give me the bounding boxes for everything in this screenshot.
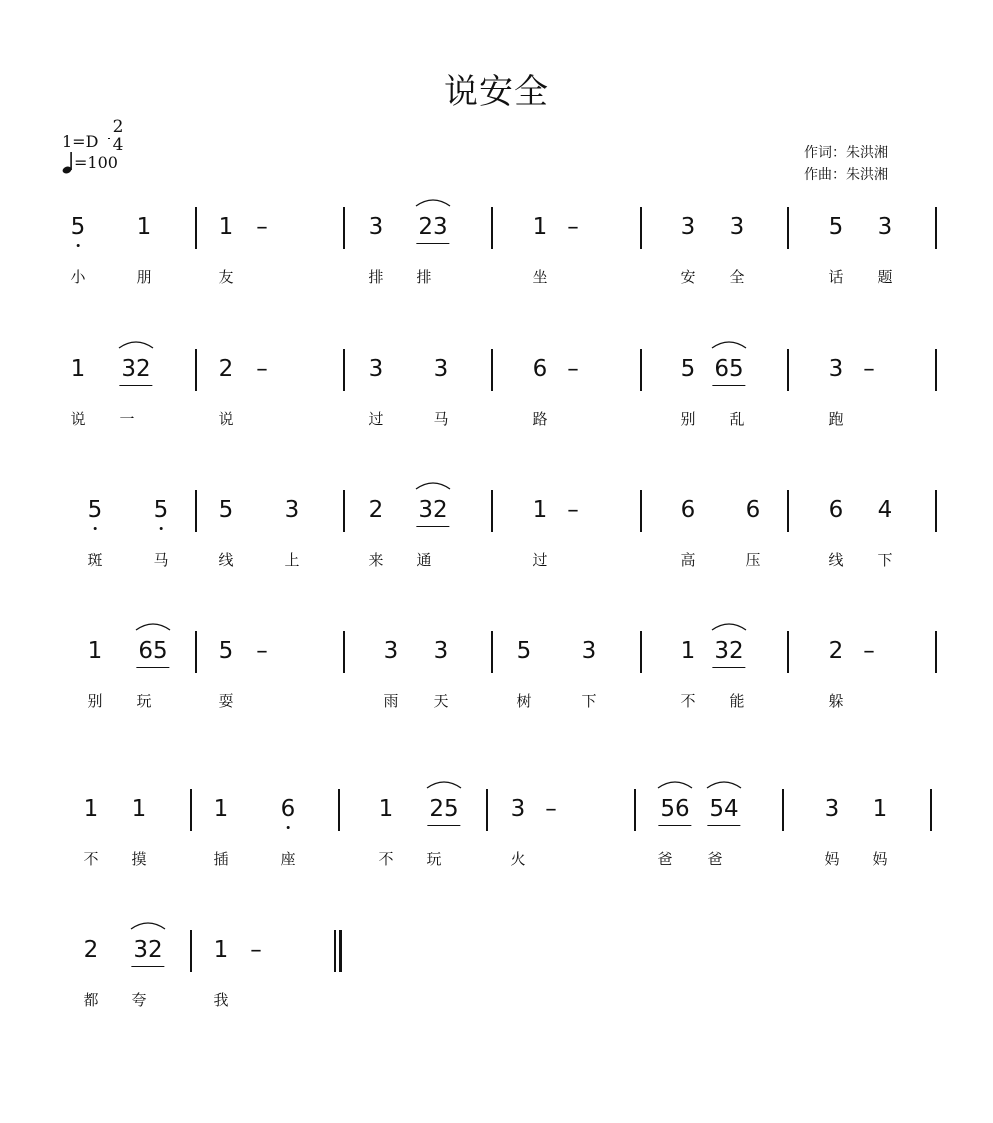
note xyxy=(878,214,893,240)
note-digits: 32 xyxy=(133,937,163,963)
lyric-syllable: 排 xyxy=(416,268,432,286)
note-digits: – xyxy=(567,497,579,523)
lyric-syllable: 过 xyxy=(368,410,384,428)
note xyxy=(219,356,234,382)
note-digits: 1 xyxy=(378,796,394,822)
slur-mark xyxy=(709,336,749,350)
lyric-syllable: 不 xyxy=(83,850,99,868)
note-digits: 6 xyxy=(828,497,844,523)
note xyxy=(281,796,296,822)
lyric-syllable: 别 xyxy=(87,692,103,710)
eighth-underline xyxy=(707,825,740,826)
eighth-underline xyxy=(416,243,449,244)
lyric-syllable: 天 xyxy=(433,692,449,710)
note-digits: 5 xyxy=(516,638,532,664)
lyric-syllable: 坐 xyxy=(532,268,548,286)
note-digits: 3 xyxy=(368,356,384,382)
note xyxy=(533,497,548,523)
lyric-syllable: 爸 xyxy=(707,850,723,868)
note xyxy=(730,214,745,240)
slur-mark xyxy=(413,194,453,208)
note-digits: 3 xyxy=(824,796,840,822)
lyric-syllable: 安 xyxy=(680,268,696,286)
lyric-syllable: 别 xyxy=(680,410,696,428)
note xyxy=(369,214,384,240)
lyric-syllable: 都 xyxy=(83,991,99,1009)
key-signature: 1=D xyxy=(62,132,99,151)
note xyxy=(829,356,844,382)
note-digits: 3 xyxy=(433,638,449,664)
note-digits: – xyxy=(256,638,268,664)
lyric-syllable: 下 xyxy=(877,551,893,569)
note-digits: 6 xyxy=(680,497,696,523)
note-digits: 2 xyxy=(828,638,844,664)
note xyxy=(133,937,162,963)
note xyxy=(567,214,579,240)
note xyxy=(709,796,738,822)
note xyxy=(511,796,526,822)
lyric-syllable: 不 xyxy=(378,850,394,868)
note-digits: 32 xyxy=(714,638,744,664)
time-signature xyxy=(108,118,128,154)
lyric-syllable: 一 xyxy=(119,410,135,428)
tempo-marking xyxy=(62,152,118,174)
lyric-syllable: 题 xyxy=(877,268,893,286)
note xyxy=(681,214,696,240)
note xyxy=(121,356,150,382)
note xyxy=(714,638,743,664)
note xyxy=(71,356,86,382)
lower-octave-dot xyxy=(76,244,79,247)
barline xyxy=(634,789,636,831)
barline xyxy=(338,789,340,831)
lyric-syllable: 玩 xyxy=(426,850,442,868)
barline xyxy=(195,207,197,249)
note-digits: – xyxy=(567,356,579,382)
lyric-syllable: 压 xyxy=(745,551,761,569)
barline xyxy=(343,207,345,249)
note-digits: 5 xyxy=(828,214,844,240)
lyric-syllable: 通 xyxy=(416,551,432,569)
composer-credit: 作曲：朱洪湘 xyxy=(804,167,888,183)
note xyxy=(214,937,229,963)
note xyxy=(434,356,449,382)
barline xyxy=(343,490,345,532)
lyric-syllable: 火 xyxy=(510,850,526,868)
final-barline xyxy=(334,930,336,972)
lyric-syllable: 高 xyxy=(680,551,696,569)
note-digits: 1 xyxy=(70,356,86,382)
note-digits: 1 xyxy=(131,796,147,822)
note xyxy=(829,638,844,664)
time-signature-top: 2 xyxy=(112,117,124,137)
lyric-syllable: 线 xyxy=(218,551,234,569)
lyric-syllable: 座 xyxy=(280,850,296,868)
slur-mark xyxy=(704,776,744,790)
barline xyxy=(343,631,345,673)
lyric-syllable: 朋 xyxy=(136,268,152,286)
note-digits: 3 xyxy=(510,796,526,822)
note-digits: 1 xyxy=(872,796,888,822)
barline xyxy=(787,631,789,673)
note-digits: 23 xyxy=(418,214,448,240)
slur-mark xyxy=(413,477,453,491)
barline xyxy=(491,207,493,249)
lyric-syllable: 路 xyxy=(532,410,548,428)
eighth-underline xyxy=(119,385,152,386)
note-digits: 1 xyxy=(87,638,103,664)
note-digits: 1 xyxy=(83,796,99,822)
note xyxy=(714,356,743,382)
note xyxy=(418,497,447,523)
note xyxy=(681,638,696,664)
note xyxy=(214,796,229,822)
eighth-underline xyxy=(658,825,691,826)
note xyxy=(256,638,268,664)
lyric-syllable: 斑 xyxy=(87,551,103,569)
note-digits: – xyxy=(256,214,268,240)
eighth-underline xyxy=(136,667,169,668)
slur-mark xyxy=(709,618,749,632)
note xyxy=(825,796,840,822)
lyric-syllable: 插 xyxy=(213,850,229,868)
eighth-underline xyxy=(427,825,460,826)
barline xyxy=(930,789,932,831)
note-digits: 5 xyxy=(70,214,86,240)
note xyxy=(379,796,394,822)
note xyxy=(219,497,234,523)
note-digits: 6 xyxy=(532,356,548,382)
note xyxy=(567,356,579,382)
barline xyxy=(640,349,642,391)
lyric-syllable: 夸 xyxy=(131,991,147,1009)
note-digits: 25 xyxy=(429,796,459,822)
note xyxy=(533,214,548,240)
eighth-underline xyxy=(416,526,449,527)
lyric-syllable: 全 xyxy=(729,268,745,286)
eighth-underline xyxy=(131,966,164,967)
note-digits: 32 xyxy=(418,497,448,523)
note xyxy=(567,497,579,523)
note-digits: 1 xyxy=(213,796,229,822)
note xyxy=(873,796,888,822)
slur-mark xyxy=(116,336,156,350)
note xyxy=(863,638,875,664)
lyric-syllable: 线 xyxy=(828,551,844,569)
note-digits: – xyxy=(567,214,579,240)
note xyxy=(137,214,152,240)
note xyxy=(517,638,532,664)
quarter-note-icon xyxy=(62,152,74,174)
note-digits: 2 xyxy=(368,497,384,523)
lyric-syllable: 雨 xyxy=(383,692,399,710)
note-digits: 3 xyxy=(680,214,696,240)
lyric-syllable: 耍 xyxy=(218,692,234,710)
lyric-syllable: 我 xyxy=(213,991,229,1009)
note-digits: – xyxy=(863,356,875,382)
note-digits: 56 xyxy=(660,796,690,822)
slur-mark xyxy=(424,776,464,790)
lyric-syllable: 树 xyxy=(516,692,532,710)
note-digits: 3 xyxy=(433,356,449,382)
note xyxy=(84,796,99,822)
lyric-syllable: 不 xyxy=(680,692,696,710)
barline xyxy=(343,349,345,391)
lyric-syllable: 来 xyxy=(368,551,384,569)
note xyxy=(84,937,99,963)
note xyxy=(285,497,300,523)
note-digits: 5 xyxy=(153,497,169,523)
note xyxy=(71,214,86,240)
barline xyxy=(935,490,937,532)
lyric-syllable: 爸 xyxy=(657,850,673,868)
note xyxy=(418,214,447,240)
barline xyxy=(640,631,642,673)
note xyxy=(829,214,844,240)
note-digits: 65 xyxy=(138,638,168,664)
lyric-syllable: 上 xyxy=(284,551,300,569)
lyric-syllable: 马 xyxy=(433,410,449,428)
lyric-syllable: 过 xyxy=(532,551,548,569)
note-digits: 1 xyxy=(680,638,696,664)
barline xyxy=(640,490,642,532)
note-digits: 2 xyxy=(218,356,234,382)
lyric-syllable: 说 xyxy=(70,410,86,428)
note xyxy=(384,638,399,664)
lyric-syllable: 小 xyxy=(70,268,86,286)
note-digits: – xyxy=(863,638,875,664)
eighth-underline xyxy=(712,667,745,668)
lyricist-credit: 作词：朱洪湘 xyxy=(804,145,888,161)
barline xyxy=(935,631,937,673)
note xyxy=(533,356,548,382)
note-digits: 54 xyxy=(709,796,739,822)
lyric-syllable: 跑 xyxy=(828,410,844,428)
note-digits: 3 xyxy=(828,356,844,382)
note xyxy=(219,638,234,664)
note-digits: 1 xyxy=(532,497,548,523)
lyric-syllable: 话 xyxy=(828,268,844,286)
note-digits: 1 xyxy=(213,937,229,963)
lyric-syllable: 下 xyxy=(581,692,597,710)
barline xyxy=(491,631,493,673)
barline xyxy=(787,349,789,391)
note-digits: 5 xyxy=(218,638,234,664)
lyric-syllable: 马 xyxy=(153,551,169,569)
time-signature-bottom: 4 xyxy=(112,135,124,155)
barline xyxy=(935,207,937,249)
note-digits: – xyxy=(256,356,268,382)
note-digits: 5 xyxy=(87,497,103,523)
note xyxy=(829,497,844,523)
barline xyxy=(787,207,789,249)
note-digits: 1 xyxy=(532,214,548,240)
note-digits: 3 xyxy=(581,638,597,664)
barline xyxy=(195,490,197,532)
note xyxy=(88,638,103,664)
note xyxy=(154,497,169,523)
barline xyxy=(195,631,197,673)
barline xyxy=(190,930,192,972)
lyric-syllable: 玩 xyxy=(136,692,152,710)
note-digits: – xyxy=(250,937,262,963)
note xyxy=(863,356,875,382)
barline xyxy=(491,349,493,391)
note-digits: 32 xyxy=(121,356,151,382)
lyric-syllable: 说 xyxy=(218,410,234,428)
eighth-underline xyxy=(712,385,745,386)
note xyxy=(429,796,458,822)
note xyxy=(746,497,761,523)
note xyxy=(369,497,384,523)
barline xyxy=(640,207,642,249)
page-title: 说安全 xyxy=(444,72,549,112)
lyric-syllable: 躲 xyxy=(828,692,844,710)
slur-mark xyxy=(655,776,695,790)
note-digits: 5 xyxy=(218,497,234,523)
note-digits: – xyxy=(545,796,557,822)
note xyxy=(545,796,557,822)
note xyxy=(256,356,268,382)
note-digits: 3 xyxy=(383,638,399,664)
lower-octave-dot xyxy=(159,527,162,530)
barline xyxy=(787,490,789,532)
lyric-syllable: 排 xyxy=(368,268,384,286)
barline xyxy=(486,789,488,831)
note-digits: 6 xyxy=(745,497,761,523)
note-digits: 3 xyxy=(284,497,300,523)
note-digits: 1 xyxy=(136,214,152,240)
note xyxy=(138,638,167,664)
note xyxy=(681,356,696,382)
note-digits: 65 xyxy=(714,356,744,382)
lyric-syllable: 能 xyxy=(729,692,745,710)
lyric-syllable: 妈 xyxy=(872,850,888,868)
note xyxy=(681,497,696,523)
note xyxy=(878,497,893,523)
barline xyxy=(190,789,192,831)
barline xyxy=(491,490,493,532)
note-digits: 6 xyxy=(280,796,296,822)
lower-octave-dot xyxy=(286,826,289,829)
barline xyxy=(782,789,784,831)
note xyxy=(434,638,449,664)
barline xyxy=(935,349,937,391)
note-digits: 3 xyxy=(729,214,745,240)
note xyxy=(132,796,147,822)
lyric-syllable: 友 xyxy=(218,268,234,286)
lyric-syllable: 妈 xyxy=(824,850,840,868)
note xyxy=(582,638,597,664)
note-digits: 3 xyxy=(877,214,893,240)
lyric-syllable: 乱 xyxy=(729,410,745,428)
note xyxy=(256,214,268,240)
note-digits: 3 xyxy=(368,214,384,240)
note xyxy=(219,214,234,240)
note xyxy=(369,356,384,382)
tempo-value: =100 xyxy=(74,153,118,172)
lower-octave-dot xyxy=(93,527,96,530)
note xyxy=(250,937,262,963)
barline xyxy=(195,349,197,391)
note-digits: 5 xyxy=(680,356,696,382)
lyric-syllable: 摸 xyxy=(131,850,147,868)
note xyxy=(88,497,103,523)
slur-mark xyxy=(133,618,173,632)
note-digits: 4 xyxy=(877,497,893,523)
note-digits: 2 xyxy=(83,937,99,963)
slur-mark xyxy=(128,917,168,931)
final-barline-thick xyxy=(339,930,342,972)
note-digits: 1 xyxy=(218,214,234,240)
note xyxy=(660,796,689,822)
